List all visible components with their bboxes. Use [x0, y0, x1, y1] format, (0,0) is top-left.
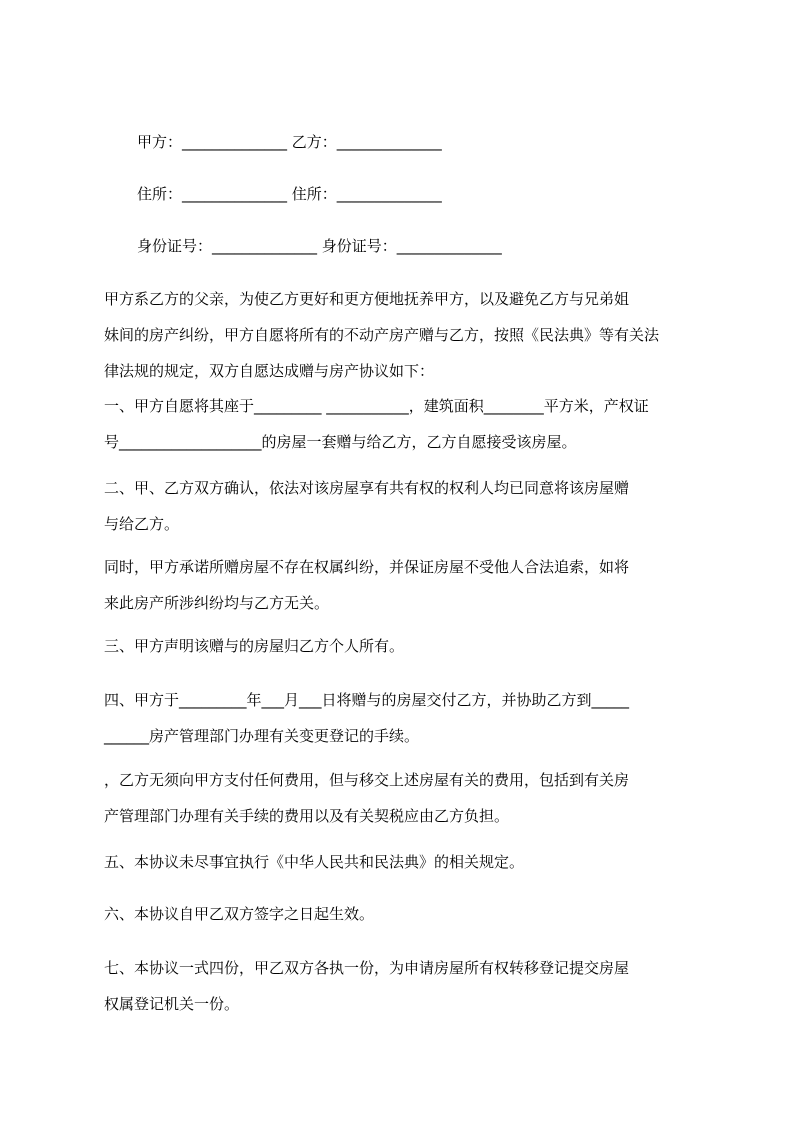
- text-line: ，乙方无须向甲方支付任何费用，但与移交上述房屋有关的费用，包括到有关房: [104, 771, 630, 789]
- clause-4-paragraph: [104, 690, 704, 746]
- text-line: 来此房产所涉纠纷均与乙方无关。: [104, 594, 330, 612]
- text-line: ______房产管理部门办理有关变更登记的手续。: [104, 727, 420, 745]
- party-names-line: 甲方：______________ 乙方：______________: [137, 133, 442, 151]
- clause-5-paragraph: [104, 852, 704, 872]
- clause-7-paragraph: [104, 958, 704, 1014]
- text-line: 号___________________的房屋一套赠与给乙方，乙方自愿接受该房屋。: [104, 433, 577, 451]
- text-line: 一、甲方自愿将其座于_________ ___________，建筑面积________平方米，产权证: [104, 397, 649, 415]
- text-line: 四、甲方于_________年___月___日将赠与的房屋交付乙方，并协助乙方到_____: [104, 691, 630, 709]
- clause-1-paragraph: [104, 396, 704, 452]
- text-line: 权属登记机关一份。: [104, 995, 240, 1013]
- party-address-line: 住所：______________ 住所：______________: [137, 185, 442, 203]
- text-line: 妹间的房产纠纷，甲方自愿将所有的不动产房产赠与乙方，按照《民法典》等有关法: [104, 326, 660, 344]
- text-line: 六、本协议自甲乙双方签字之日起生效。: [104, 905, 375, 923]
- text-line: 甲方系乙方的父亲，为使乙方更好和更方便地抚养甲方，以及避免乙方与兄弟姐: [104, 290, 630, 308]
- clause-6-paragraph: [104, 904, 704, 924]
- text-line: 同时，甲方承诺所赠房屋不存在权属纠纷，并保证房屋不受他人合法追索，如将: [104, 558, 630, 576]
- clause-3-paragraph: [104, 636, 704, 656]
- text-line: 产管理部门办理有关手续的费用以及有关契税应由乙方负担。: [104, 807, 510, 825]
- party-id-line: 身份证号：______________ 身份证号：______________: [137, 237, 502, 255]
- intro-paragraph: [104, 289, 704, 381]
- clause-2b-paragraph: [104, 557, 704, 613]
- clause-4b-paragraph: [104, 770, 704, 826]
- text-line: 二、甲、乙方双方确认，依法对该房屋享有共有权的权利人均已同意将该房屋赠: [104, 479, 630, 497]
- text-line: 三、甲方声明该赠与的房屋归乙方个人所有。: [104, 637, 405, 655]
- text-line: 七、本协议一式四份，甲乙双方各执一份，为申请房屋所有权转移登记提交房屋: [104, 959, 630, 977]
- clause-2-paragraph: [104, 478, 704, 534]
- text-line: 五、本协议未尽事宜执行《中华人民共和民法典》的相关规定。: [104, 853, 525, 871]
- text-line: 律法规的规定，双方自愿达成赠与房产协议如下：: [104, 362, 435, 380]
- text-line: 与给乙方。: [104, 515, 180, 533]
